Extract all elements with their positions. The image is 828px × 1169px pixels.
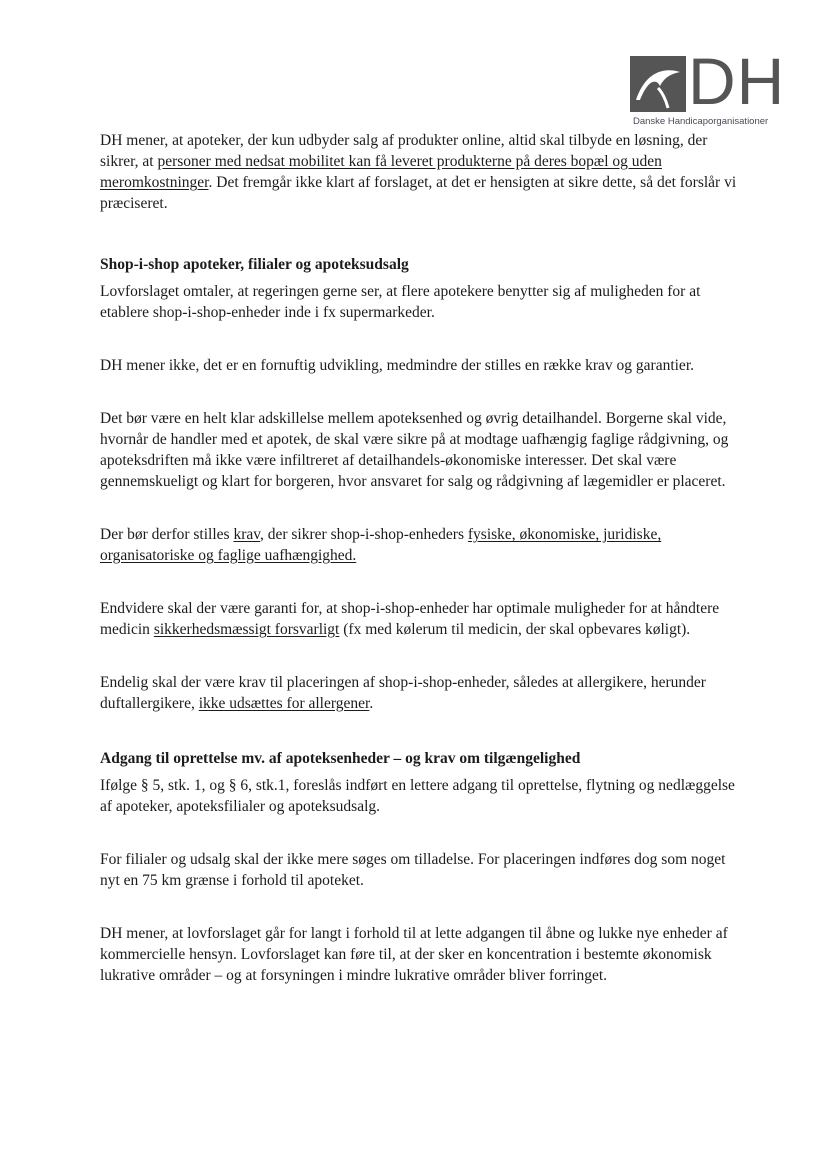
underlined-text: fysiske, økonomiske, juridiske, organisatoriske og faglige uafhængighed. [100,526,662,564]
paragraph-text: DH mener, at apoteker, der kun udbyder salg af produkter online, altid skal tilbyde en løsning, der sikrer, at [100,132,708,170]
heading-shop-i-shop: Shop-i-shop apoteker, filialer og apoteksudsalg [100,256,409,273]
paragraph-dh-mener-lovforslag: DH mener, at lovforslaget går for langt i forhold til at lette adgangen til åbne og lukke nye enheder af kommercielle hensyn. Lovforslaget kan føre til, at der sker en koncentration i bestemte økonomisk lukrative områder – og at forsyningen i mindre lukrative områder bliver forringet. [100,925,728,984]
paragraph-text: Endelig skal der være krav til placeringen af shop-i-shop-enheder, således at allergikere, herunder duftallergikere, [100,674,706,712]
paragraph-online [100,130,740,214]
dh-logo [630,44,790,128]
paragraph-text: Endvidere skal der være garanti for, at shop-i-shop-enheder har optimale muligheder for at håndtere medicin [100,600,720,638]
dh-logo-mark-icon [630,56,686,112]
paragraph-krav [100,524,740,566]
paragraph-placering [100,672,740,714]
heading-adgang: Adgang til oprettelse mv. af apoteksenheder – og krav om tilgængelighed [100,750,581,767]
paragraph-text: . Det fremgår ikke klart af forslaget, at det er hensigten at sikre dette, så det forslår vi præciseret. [100,174,737,212]
paragraph-dh-mener-ikke: DH mener ikke, det er en fornuftig udvikling, medmindre der stilles en række krav og garantier. [100,357,694,374]
underlined-text: ikke udsættes for allergener [198,695,370,712]
underlined-text: sikkerhedsmæssigt forsvarligt [153,621,340,638]
paragraph-filialer: For filialer og udsalg skal der ikke mere søges om tilladelse. For placeringen indføres dog som noget nyt en 75 km grænse i forhold til apoteket. [100,851,726,889]
logo-subtitle: Danske Handicaporganisationer [633,116,769,127]
underlined-text: personer med nedsat mobilitet kan få leveret produkterne på deres bopæl og uden meromkostninger [100,153,662,191]
document-body [100,130,740,986]
paragraph-text: , der sikrer shop-i-shop-enheders [259,526,468,543]
paragraph-text: Der bør derfor stilles [100,526,234,543]
paragraph-lovforslag: Lovforslaget omtaler, at regeringen gerne ser, at flere apotekere benytter sig af muligheden for at etablere shop-i-shop-enheder inde i fx supermarkeder. [100,283,701,321]
logo-letters: DH [688,44,786,118]
paragraph-ifoelge: Ifølge § 5, stk. 1, og § 6, stk.1, foreslås indført en lettere adgang til oprettelse, flytning og nedlæggelse af apoteker, apoteksfilialer og apoteksudsalg. [100,777,735,815]
paragraph-text: (fx med kølerum til medicin, der skal opbevares køligt). [339,621,691,638]
paragraph-garanti [100,598,740,640]
paragraph-text: . [369,695,374,712]
underlined-text: krav [233,526,260,543]
paragraph-adskillelse: Det bør være en helt klar adskillelse mellem apoteksenhed og øvrig detailhandel. Borgerne skal vide, hvornår de handler med et apotek, de skal være sikre på at modtage uafhængig faglige rådgivning, og apoteksdriften må ikke være infiltreret af detailhandels-økonomiske interesser. Det skal være gennemskueligt og klart for borgeren, hvor ansvaret for salg og rådgivning af lægemidler er placeret. [100,410,729,490]
